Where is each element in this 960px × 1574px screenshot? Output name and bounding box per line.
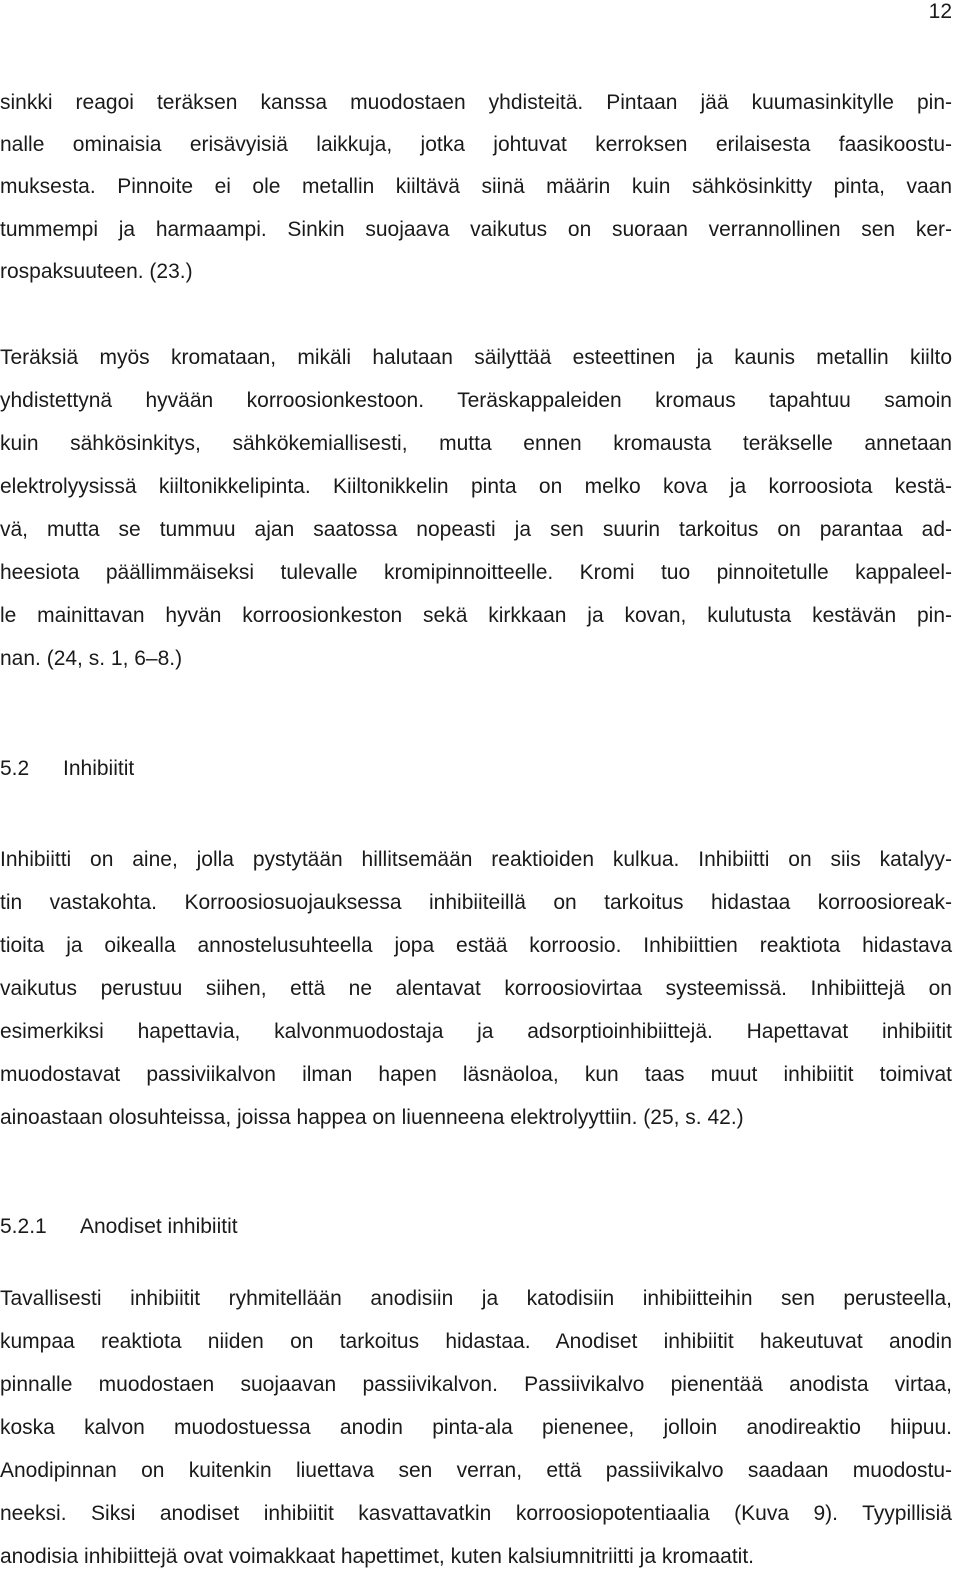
section-title: Inhibiitit: [63, 757, 135, 780]
text-line: tioita ja oikealla annostelusuhteella jopa estää korroosio. Inhibiittien reaktiota hidastava: [0, 934, 952, 957]
text-line: muodostavat passiviikalvon ilman hapen läsnäoloa, kun taas muut inhibiitit toimivat: [0, 1063, 952, 1086]
text-line: nalle ominaisia erisävyisiä laikkuja, jotka johtuvat kerroksen erilaisesta faasikoostu-: [0, 133, 952, 156]
section-number: 5.2: [0, 757, 30, 780]
text-line: koska kalvon muodostuessa anodin pinta-ala pienenee, jolloin anodireaktio hiipuu.: [0, 1416, 952, 1439]
text-line: tin vastakohta. Korroosiosuojauksessa inhibiiteillä on tarkoitus hidastaa korroosioreak-: [0, 891, 952, 914]
text-line: heesiota päällimmäiseksi tulevalle kromipinnoitteelle. Kromi tuo pinnoitetulle kappaleel-: [0, 561, 952, 584]
text-line: Tavallisesti inhibiitit ryhmitellään anodisiin ja katodisiin inhibiitteihin sen perusteella,: [0, 1287, 952, 1310]
text-line: vaikutus perustuu siihen, että ne alentavat korroosiovirtaa systeemissä. Inhibiittejä on: [0, 977, 952, 1000]
text-line: esimerkiksi hapettavia, kalvonmuodostaja ja adsorptioinhibiittejä. Hapettavat inhibiitit: [0, 1020, 952, 1043]
text-line: sinkki reagoi teräksen kanssa muodostaen yhdisteitä. Pintaan jää kuumasinkitylle pin-: [0, 91, 952, 114]
subsection-title: Anodiset inhibiitit: [80, 1215, 238, 1238]
text-line: anodisia inhibiittejä ovat voimakkaat hapettimet, kuten kalsiumnitriitti ja kromaatit.: [0, 1545, 755, 1568]
text-line: Anodipinnan on kuitenkin liuettava sen verran, että passiivikalvo saadaan muodostu-: [0, 1459, 952, 1482]
text-line: pinnalle muodostaen suojaavan passiivikalvon. Passiivikalvo pienentää anodista virtaa,: [0, 1373, 952, 1396]
text-line: rospaksuuteen. (23.): [0, 260, 193, 283]
text-line: tummempi ja harmaampi. Sinkin suojaava vaikutus on suoraan verrannollinen sen ker-: [0, 218, 952, 241]
text-line: kuin sähkösinkitys, sähkökemiallisesti, mutta ennen kromausta teräkselle annetaan: [0, 432, 952, 455]
text-line: vä, mutta se tummuu ajan saatossa nopeasti ja sen suurin tarkoitus on parantaa ad-: [0, 518, 952, 541]
section-heading: [0, 756, 134, 782]
text-line: yhdistettynä hyvään korroosionkestoon. Teräskappaleiden kromaus tapahtuu samoin: [0, 389, 952, 412]
text-line: neeksi. Siksi anodiset inhibiitit kasvattavatkin korroosiopotentiaalia (Kuva 9). Tyypillisiä: [0, 1502, 952, 1525]
text-line: ainoastaan olosuhteissa, joissa happea on liuenneena elektrolyyttiin. (25, s. 42.): [0, 1106, 744, 1129]
text-line: muksesta. Pinnoite ei ole metallin kiiltävä siinä määrin kuin sähkösinkitty pinta, vaan: [0, 175, 952, 198]
text-line: le mainittavan hyvän korroosionkeston sekä kirkkaan ja kovan, kulutusta kestävän pin-: [0, 604, 952, 627]
text-line: elektrolyysissä kiiltonikkelipinta. Kiiltonikkelin pinta on melko kova ja korroosiota kestä-: [0, 475, 952, 498]
text-line: Teräksiä myös kromataan, mikäli halutaan säilyttää esteettinen ja kaunis metallin kiilto: [0, 346, 952, 369]
page-number: 12: [928, 0, 952, 23]
subsection-number: 5.2.1: [0, 1215, 47, 1238]
text-line: kumpaa reaktiota niiden on tarkoitus hidastaa. Anodiset inhibiitit hakeutuvat anodin: [0, 1330, 952, 1353]
text-line: nan. (24, s. 1, 6–8.): [0, 647, 183, 670]
text-line: Inhibiitti on aine, jolla pystytään hillitsemään reaktioiden kulkua. Inhibiitti on siis katalyy-: [0, 848, 952, 871]
subsection-heading: [0, 1214, 238, 1240]
